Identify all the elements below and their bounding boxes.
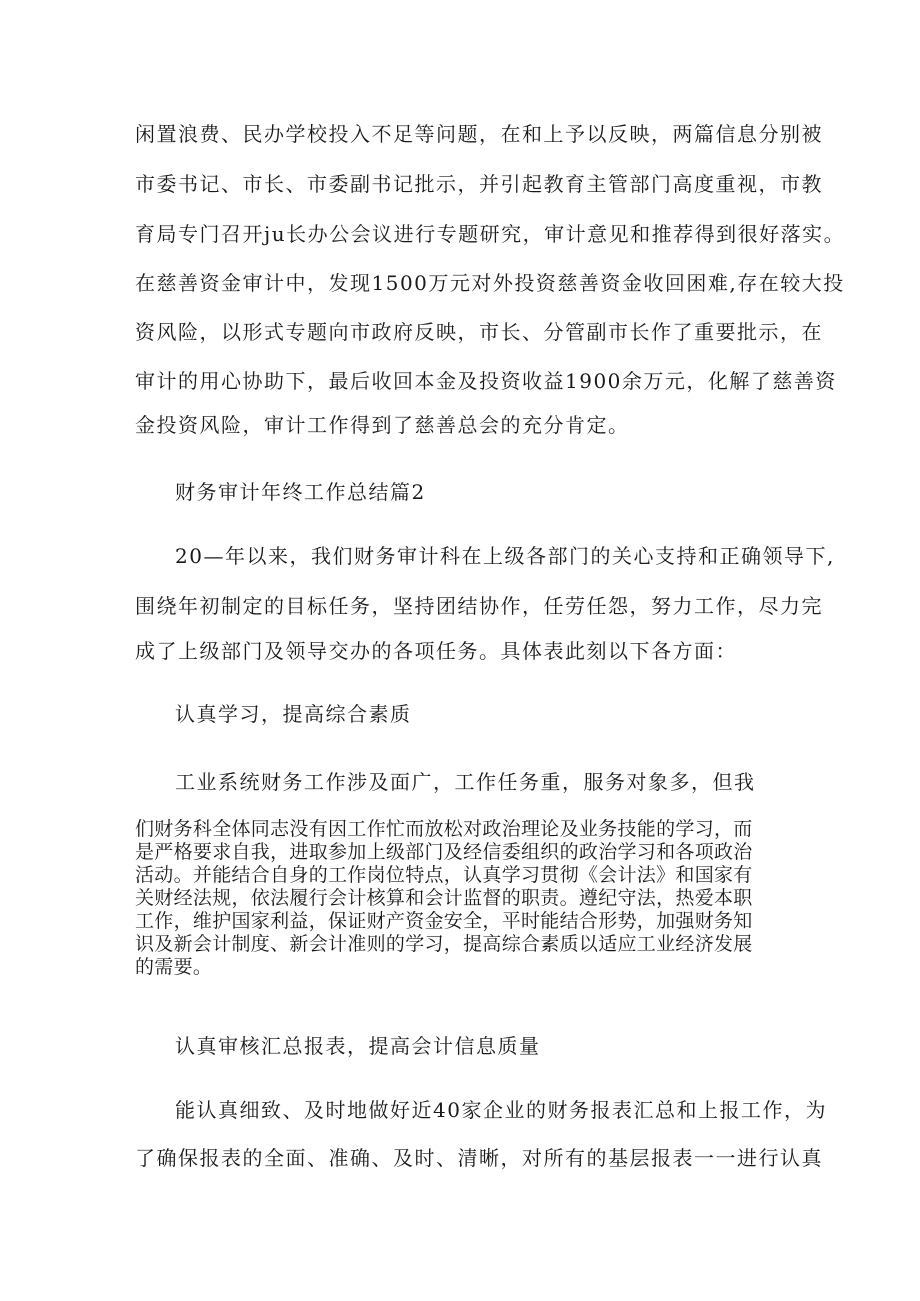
paragraph-line: 识及新会计制度、新会计准则的学习，提高综合素质以适应工业经济发展 [135, 933, 753, 955]
paragraph-line: 市委书记、市长、市委副书记批示，并引起教育主管部门高度重视，市教 [135, 172, 823, 196]
paragraph-line: 围绕年初制定的目标任务，坚持团结协作，任劳任怨，努力工作，尽力完 [135, 594, 823, 618]
paragraph-line: 活动。并能结合自身的工作岗位特点，认真学习贯彻《会计法》和国家有 [135, 864, 753, 886]
paragraph-line: 育局专门召开ju长办公会议进行专题研究，审计意见和推荐得到很好落实。 [135, 222, 846, 246]
paragraph-line: 关财经法规，依法履行会计核算和会计监督的职责。遵纪守法，热爱本职 [135, 887, 753, 909]
section-heading: 认真审核汇总报表，提高会计信息质量 [175, 1034, 541, 1058]
paragraph-line: 们财务科全体同志没有因工作忙而放松对政治理论及业务技能的学习，而 [135, 818, 753, 840]
paragraph-line: 的需要。 [135, 956, 213, 978]
paragraph-line: 闲置浪费、民办学校投入不足等问题，在和上予以反映，两篇信息分别被 [135, 122, 823, 146]
paragraph-line: 在慈善资金审计中，发现1500万元对外投资慈善资金收回困难,存在较大投 [135, 271, 845, 295]
paragraph-line: 资风险，以形式专题向市政府反映，市长、分管副市长作了重要批示，在 [135, 320, 823, 344]
section-title: 财务审计年终工作总结篇2 [175, 480, 426, 504]
section-heading: 认真学习，提高综合素质 [175, 702, 412, 726]
paragraph-line: 金投资风险，审计工作得到了慈善总会的充分肯定。 [135, 413, 630, 437]
paragraph-line: 是严格要求自我，进取参加上级部门及经信委组织的政治学习和各项政治 [135, 841, 753, 863]
paragraph-line: 工业系统财务工作涉及面广，工作任务重，服务对象多，但我 [175, 770, 756, 794]
paragraph-line: 工作，维护国家利益，保证财产资金安全，平时能结合形势，加强财务知 [135, 910, 753, 932]
paragraph-line: 成了上级部门及领导交办的各项任务。具体表此刻以下各方面： [135, 639, 737, 663]
paragraph-line: 20—年以来，我们财务审计科在上级各部门的关心支持和正确领导下, [175, 544, 835, 568]
paragraph-block [135, 818, 785, 979]
paragraph-line: 能认真细致、及时地做好近40家企业的财务报表汇总和上报工作，为 [175, 1098, 827, 1122]
paragraph-line: 了确保报表的全面、准确、及时、清晰，对所有的基层报表一一进行认真 [135, 1146, 823, 1170]
paragraph-line: 审计的用心协助下，最后收回本金及投资收益1900余万元，化解了慈善资 [135, 369, 837, 393]
